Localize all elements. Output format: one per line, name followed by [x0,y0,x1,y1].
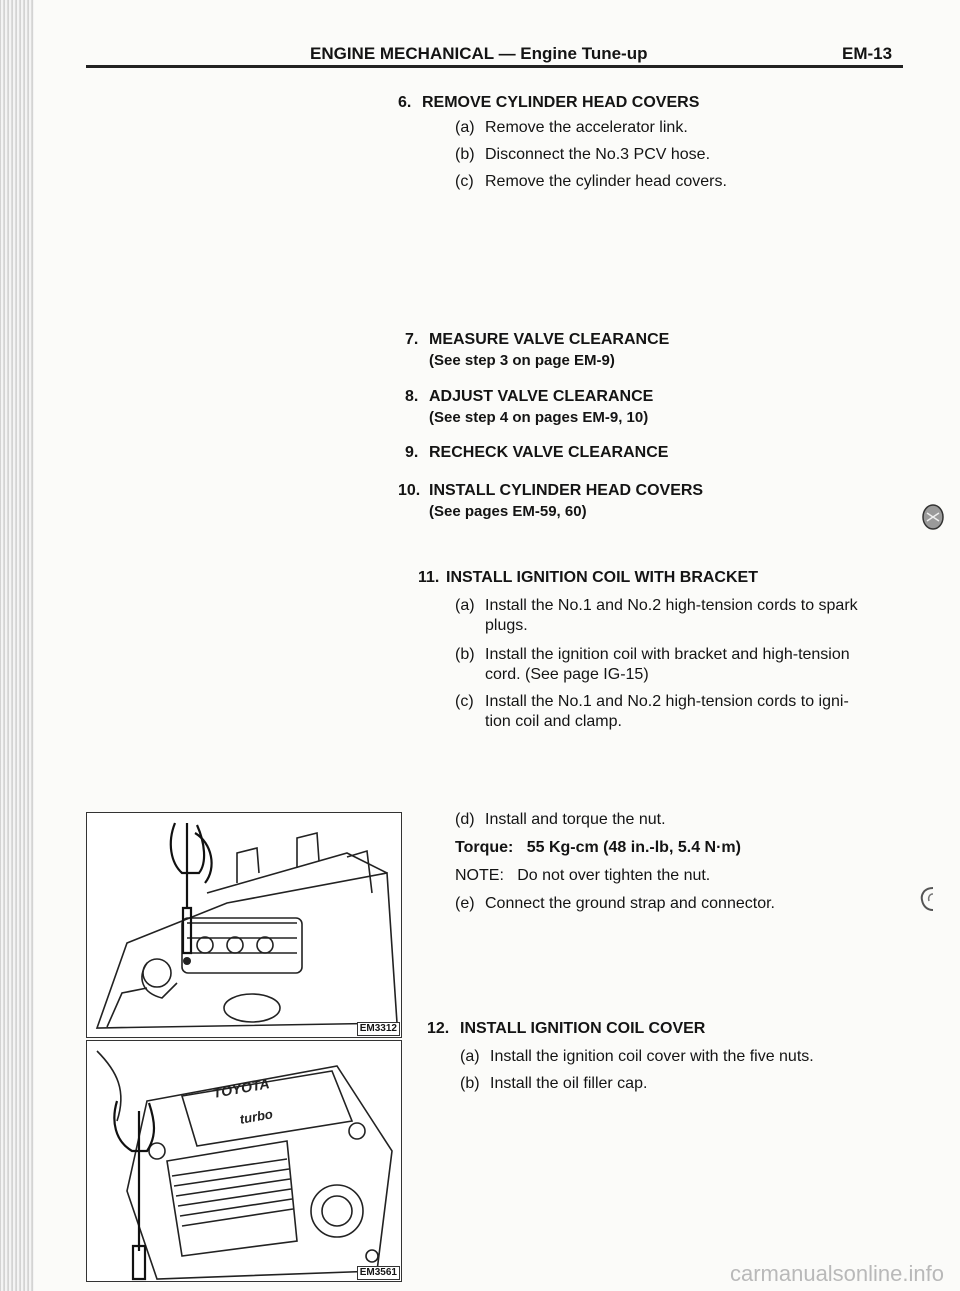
sub-text: Install the ignition coil cover with the five nuts. [490,1048,814,1065]
step-9-title: RECHECK VALVE CLEARANCE [429,444,669,461]
step-11-number: 11. [418,569,440,586]
sub-text: Remove the cylinder head covers. [485,173,727,190]
clip-mark-icon [920,503,946,531]
step-6-title: REMOVE CYLINDER HEAD COVERS [422,94,700,111]
sub-letter: (e) [455,895,475,912]
sub-letter: (c) [455,173,474,190]
coil-cover-illustration [87,1041,401,1281]
step-12-sub-a [460,1047,814,1067]
step-6-sub-a [455,118,688,138]
step-11-sub-b [455,645,850,685]
sub-text: Install the oil filler cap. [490,1075,648,1092]
sub-text-continued: plugs. [485,617,528,634]
sub-letter: (a) [455,597,475,614]
step-11-sub-e [455,894,775,914]
figure-coil-cover-install [86,1040,402,1282]
note-line [455,866,710,886]
sub-letter: (d) [455,811,475,828]
page-number: EM-13 [842,44,893,63]
step-10-number: 10. [398,482,421,499]
sub-letter: (c) [455,693,474,710]
note-text: Do not over tighten the nut. [517,867,711,884]
turbo-badge-text: turbo [238,1106,274,1127]
step-6-number: 6. [398,94,412,111]
sub-text: Connect the ground strap and connector. [485,895,775,912]
site-watermark: carmanualsonline.info [729,1261,944,1286]
note-label: NOTE: [455,867,504,884]
step-11-sub-a [455,596,858,636]
sub-text-continued: tion coil and clamp. [485,713,622,730]
step-7-title: MEASURE VALVE CLEARANCE [429,331,670,348]
section-header-title: ENGINE MECHANICAL — Engine Tune-up [310,44,648,63]
sub-letter: (a) [460,1048,480,1065]
step-8-ref: (See step 4 on pages EM-9, 10) [429,409,649,426]
torque-spec [455,838,741,858]
step-8-title: ADJUST VALVE CLEARANCE [429,388,654,405]
step-6-sub-b [455,145,710,165]
figure-label: EM3561 [357,1266,400,1280]
figure-label: EM3312 [357,1022,400,1036]
clip-mark-outline-icon [917,884,941,914]
sub-text: Install the ignition coil with bracket and high-tension [485,646,850,663]
step-11-sub-d [455,810,666,830]
sub-text: Install the No.1 and No.2 high-tension cords to spark [485,597,858,614]
figure-ignition-coil-install [86,812,402,1038]
page-binding-edge [0,0,34,1291]
step-12-sub-b [460,1074,647,1094]
step-10-title: INSTALL CYLINDER HEAD COVERS [429,482,704,499]
sub-letter: (b) [455,146,475,163]
step-12-title: INSTALL IGNITION COIL COVER [460,1020,706,1037]
step-10-ref: (See pages EM-59, 60) [429,503,587,520]
step-9-number: 9. [405,444,419,461]
step-11-title: INSTALL IGNITION COIL WITH BRACKET [446,569,758,586]
step-7-number: 7. [405,331,419,348]
sub-text: Install the No.1 and No.2 high-tension cords to igni- [485,693,849,710]
step-7-ref: (See step 3 on page EM-9) [429,352,615,369]
toyota-badge-text: TOYOTA [211,1075,271,1101]
step-8-number: 8. [405,388,419,405]
sub-letter: (a) [455,119,475,136]
sub-text: Disconnect the No.3 PCV hose. [485,146,711,163]
sub-letter: (b) [455,646,475,663]
torque-value: 55 Kg-cm (48 in.-lb, 5.4 N·m) [526,839,741,856]
sub-text: Install and torque the nut. [485,811,666,828]
sub-text-continued: cord. (See page IG-15) [485,666,649,683]
sub-text: Remove the accelerator link. [485,119,688,136]
torque-label: Torque: [455,839,514,856]
step-11-sub-c [455,692,849,732]
engine-coil-illustration [87,813,401,1037]
step-12-number: 12. [427,1020,450,1037]
header-rule [86,65,903,68]
sub-letter: (b) [460,1075,480,1092]
step-6-sub-c [455,172,727,192]
